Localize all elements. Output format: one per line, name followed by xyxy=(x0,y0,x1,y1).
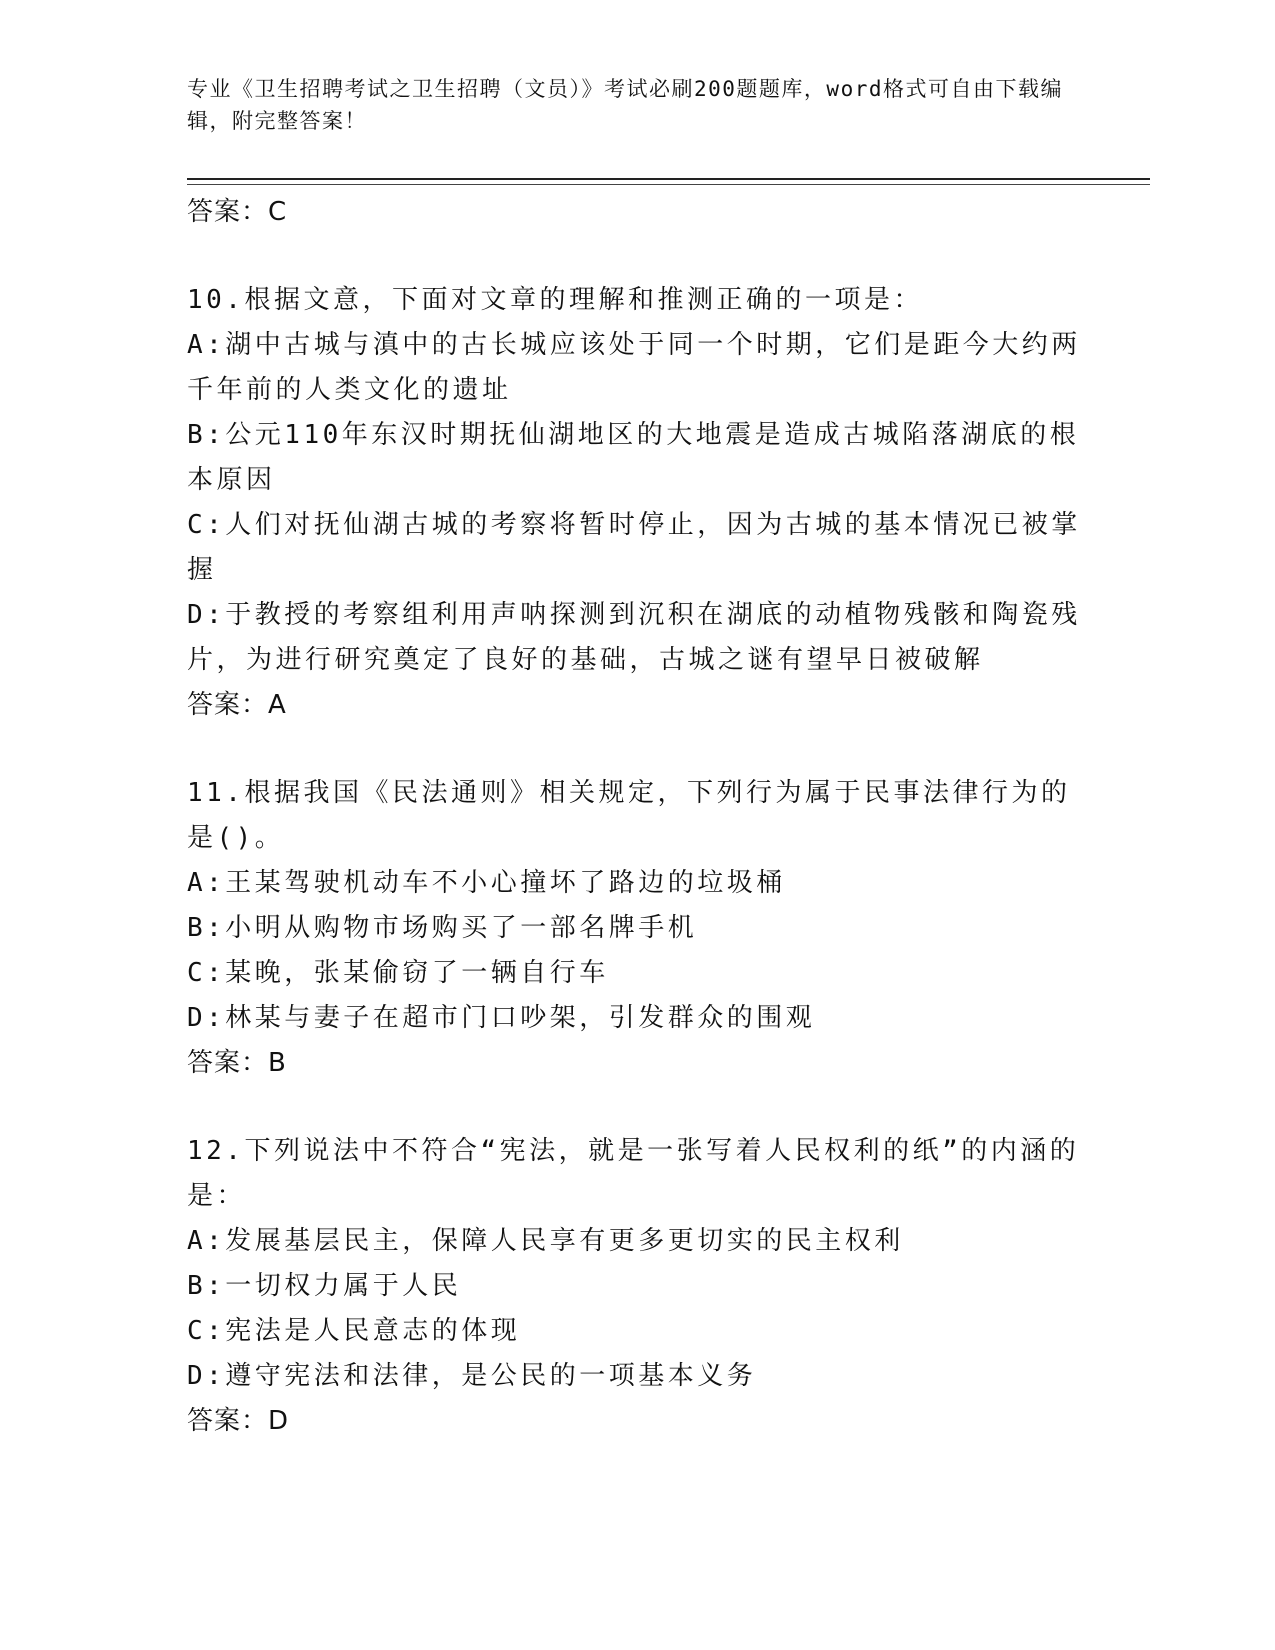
option-a: A:发展基层民主，保障人民享有更多更切实的民主权利 xyxy=(187,1226,904,1256)
answer-line xyxy=(187,683,1087,727)
answer-line xyxy=(187,1041,1087,1085)
question-block xyxy=(187,1129,1087,1443)
option-d: D:于教授的考察组利用声呐探测到沉积在湖底的动植物残骸和陶瓷残片，为进行研究奠定了良好的基础，古城之谜有望早日被破解 xyxy=(187,600,1081,675)
option-c: C:某晚，张某偷窃了一辆自行车 xyxy=(187,958,609,988)
question-block xyxy=(187,771,1087,1085)
prev-answer-line xyxy=(187,190,1087,234)
answer-value: B xyxy=(268,1048,287,1078)
header-rule-thin xyxy=(187,184,1150,185)
option-a: A:湖中古城与滇中的古长城应该处于同一个时期，它们是距今大约两千年前的人类文化的遗址 xyxy=(187,330,1081,405)
answer-label: 答案： xyxy=(187,1048,269,1078)
header-rule xyxy=(187,178,1150,180)
option-b: B:小明从购物市场购买了一部名牌手机 xyxy=(187,913,698,943)
document-body xyxy=(187,190,1087,1443)
question-stem: 11.根据我国《民法通则》相关规定，下列行为属于民事法律行为的是()。 xyxy=(187,778,1071,853)
question-stem: 10.根据文意，下面对文章的理解和推测正确的一项是： xyxy=(187,285,923,315)
option-c: C:宪法是人民意志的体现 xyxy=(187,1316,521,1346)
option-c: C:人们对抚仙湖古城的考察将暂时停止，因为古城的基本情况已被掌握 xyxy=(187,510,1081,585)
answer-label: 答案： xyxy=(187,1406,269,1436)
option-d: D:林某与妻子在超市门口吵架，引发群众的围观 xyxy=(187,1003,816,1033)
question-stem: 12.下列说法中不符合“宪法，就是一张写着人民权利的纸”的内涵的是： xyxy=(187,1136,1080,1211)
answer-value: D xyxy=(268,1406,290,1436)
page-header: 专业《卫生招聘考试之卫生招聘（文员）》考试必刷200题题库，word格式可自由下载编辑，附完整答案！ xyxy=(187,77,1063,133)
option-a: A:王某驾驶机动车不小心撞坏了路边的垃圾桶 xyxy=(187,868,786,898)
option-d: D:遵守宪法和法律，是公民的一项基本义务 xyxy=(187,1361,757,1391)
question-block xyxy=(187,278,1087,727)
option-b: B:一切权力属于人民 xyxy=(187,1271,462,1301)
answer-label: 答案： xyxy=(187,690,269,720)
answer-label: 答案： xyxy=(187,197,269,227)
answer-value: C xyxy=(268,197,288,227)
answer-value: A xyxy=(268,690,287,720)
answer-line xyxy=(187,1399,1087,1443)
option-b: B:公元110年东汉时期抚仙湖地区的大地震是造成古城陷落湖底的根本原因 xyxy=(187,420,1080,495)
